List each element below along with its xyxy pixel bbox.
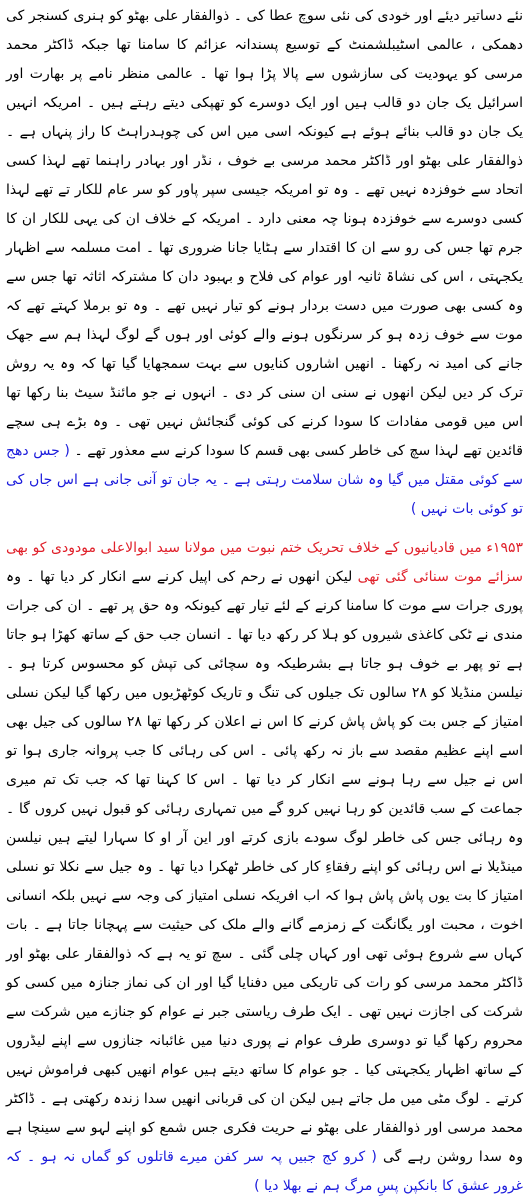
paragraph-1-text: نئے دساتیر دیئے اور خودی کی نئی سوچ عطا کی ۔ ذوالفقار علی بھٹو کو ہنری کسنجر کی دھمکی ، عالمی اسٹیبلشمنٹ کے توسیع پسندانہ عزائم کا سامنا تھا جبکہ ڈاکٹر محمد مرسی کو یہودیت کی سازشوں سے پالا پڑا ہوا تھا ۔ عالمی منظر نامے پر بھارت اور اسرائیل یک جان دو قالب ہیں اور ایک دوسرے کو تھپکی دیتے رہتے ہیں ۔ امریکہ انہیں یک جان دو قالب بنائے ہوئے ہے کیونکہ اسی میں اس کی چوہدراہٹ کا راز پنہاں ہے ۔ ذوالفقار علی بھٹو اور ڈاکٹر محمد مرسی بے خوف ، نڈر اور بہادر راہنما تھے لہذا کسی اتحاد سے خوفزدہ نہیں تھے ۔ وہ تو امریکہ جیسی سپر پاور کو سر عام للکار تے تھے لہذا کسی دوسرے سے خوفزدہ ہونا چہ معنی دارد ۔ امریکہ کے خلاف ان کی یہی للکار ان کا جرم تھا جس کی رو سے ان کا اقتدار سے ہٹایا جانا ضروری تھا ۔ امت مسلمہ سے اظہار یکجہتی ، اس کی نشاۃ ثانیہ اور عوام کی فلاح و بہبود دان کا مشترکہ اثاثہ تھا جس سے وہ کسی بھی صورت میں دست بردار ہونے کو تیار نہیں تھے ۔ وہ تو برملا کہتے تھے کہ موت سے خوف زدہ ہو کر سرنگوں ہونے والے کوئی اور ہوں گے لوگ لہذا ہم سے جھک جانے کی امید نہ رکھنا ۔ انھیں اشاروں کنایوں سے بہت سمجھایا گیا تھا کہ وہ یہ روش ترک کر دیں لیکن انھوں نے سنی ان سنی کر دی ۔ انہوں نے جو مائنڈ سیٹ بنا رکھا تھا اس میں قومی مفادات کا سودا کرنے کی کوئی گنجائش نہیں تھی ۔ وہ بڑے ہی سچے قائدین تھے لہذا سچ کی خاطر کسی بھی قسم کا سودا کرنے سے معذور تھے ۔ bbox=[6, 8, 523, 459]
highlighted-sentence: ۱۹۵۳ء میں قادیانیوں کے خلاف تحریک ختم نبوت میں مولانا سید ابوالاعلی مودودی کو بھی سزائے موت سنائی گئی تھی bbox=[6, 540, 524, 585]
paragraph-2-text: لیکن انھوں نے رحم کی اپیل کرنے سے انکار کر دیا تھا ۔ وہ پوری جرات سے موت کا سامنا کرنے کے لئے تیار تھے کیونکہ وہ حق پر تھے ۔ ان کی جرات مندی نے ٹکی کاغذی شیروں کو ہلا کر رکھ دیا تھا ۔ انسان جب حق کے ساتھ کھڑا ہو جاتا ہے تو پھر بے خوف ہو جاتا ہے بشرطیکہ وہ سچائی کی تپش کو محسوس کرتا ہو ۔ نیلسن منڈیلا کو ۲۸ سالوں تک جیلوں کی تنگ و تاریک کوٹھڑیوں میں رکھا گیا لیکن نسلی امتیاز کے جس بت کو پاش پاش کرنے کا اس نے اعلان کر رکھا تھا ۲۸ سالوں کی جیل بھی اسے اپنے عظیم مقصد سے باز نہ رکھ پائی ۔ اس کی رہائی کا جب پروانہ جاری ہوا تو اس نے جیل سے رہا ہونے سے انکار کر دیا تھا ۔ اس کا کہنا تھا کہ جب تک تم میری جماعت کے سب قائدین کو رہا نہیں کرو گے میں تمہاری رہائی کو قبول نہیں کروں گا ۔ وہ رہائی جس کی خاطر لوگ سودے بازی کرتے اور این آر او کا سہارا لیتے ہیں نیلسن مینڈیلا نے اس رہائی کو اپنے رفقاءِ کار کی خاطر ٹھکرا دیا تھا ۔ وہ جیل سے نکلا تو نسلی امتیاز کا بت یوں پاش پاش ہوا کہ اب افریکہ نسلی امتیاز کی وجہ سے نہیں بلکہ انسانی اخوت ، محبت اور یگانگت کے زمزمے گانے والے ملک کی حیثیت سے پہچانا جاتا ہے ۔ بات کہاں سے شروع ہوئی تھی اور کہاں چلی گئی ۔ سچ تو یہ ہے کہ ذوالفقار علی بھٹو اور ڈاکٹر محمد مرسی کو رات کی تاریکی میں دفنایا گیا اور ان کی نماز جنازہ میں کسی کو شرکت کی اجازت نہیں تھی ۔ ایک طرف ریاستی جبر نے عوام کو جنازے میں شرکت سے محروم رکھا گیا تو دوسری طرف عوام نے پوری دنیا میں غائبانہ جنازوں سے اپنے لیڈروں کے ساتھ اظہار یکجہتی کیا ۔ جو عوام کا ساتھ دیتے ہیں عوام انھیں کبھی فراموش نہیں کرتے ۔ لوگ مٹی میں مل جاتے ہیں لیکن ان کی قربانی انھیں سدا زندہ رکھتی ہے ۔ ڈاکٹر محمد مرسی اور ذوالفقار علی بھٹو نے حریت فکری جس شمع کو اپنے لہو سے سینچا ہے وہ سدا روشن رہے گی bbox=[6, 569, 523, 1165]
poetry-quote-1: ( جس دھج سے کوئی مقتل میں گیا وہ شان سلامت رہتی ہے ۔ یہ جان تو آنی جانی ہے اس جاں کی تو کوئی بات نہیں ) bbox=[6, 443, 523, 517]
poetry-quote-2: ( کرو کج جبیں پہ سر کفن میرے قاتلوں کو گماں نہ ہو ۔ کہ غرور عشق کا بانکپن پسِ مرگ ہم نے بھلا دیا ) bbox=[6, 1149, 523, 1194]
paragraph-1 bbox=[6, 2, 523, 524]
paragraph-2 bbox=[6, 534, 523, 1201]
